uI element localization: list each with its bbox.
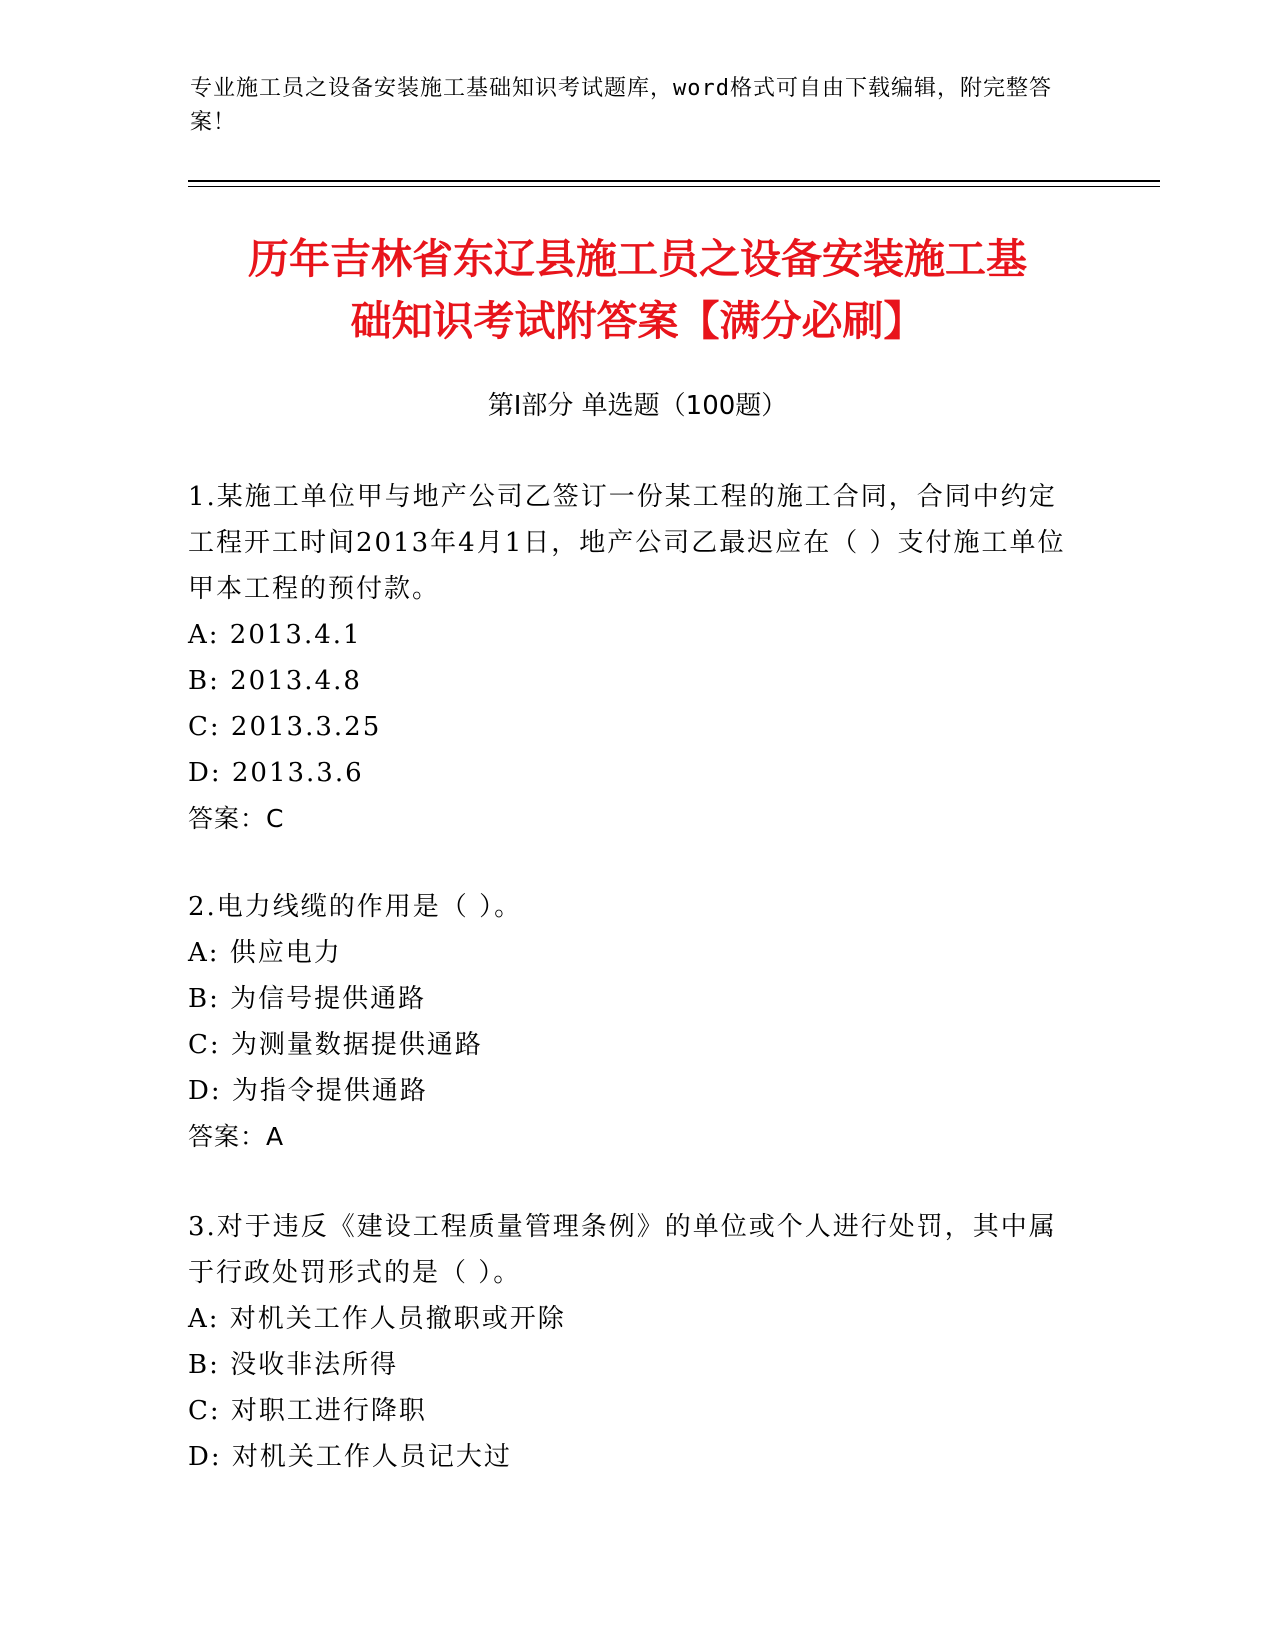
option-c: C: 2013.3.25 <box>188 712 382 742</box>
header-divider-thick <box>188 180 1160 182</box>
option-b: B: 为信号提供通路 <box>188 984 427 1014</box>
question-stem: 2.电力线缆的作用是（ ）。 <box>188 892 523 922</box>
option-d: D: 2013.3.6 <box>188 758 364 788</box>
option-c: C: 对职工进行降职 <box>188 1396 427 1426</box>
option-d: D: 为指令提供通路 <box>188 1076 428 1106</box>
document-title-line-1: 历年吉林省东辽县施工员之设备安装施工基 <box>248 235 1027 283</box>
answer: 答案：A <box>188 1122 285 1151</box>
option-a: A: 对机关工作人员撤职或开除 <box>188 1304 566 1334</box>
answer: 答案：C <box>188 804 285 833</box>
option-b: B: 2013.4.8 <box>188 666 362 696</box>
question-3 <box>188 1204 1068 1480</box>
option-a: A: 供应电力 <box>188 938 342 968</box>
option-b: B: 没收非法所得 <box>188 1350 399 1380</box>
option-c: C: 为测量数据提供通路 <box>188 1030 483 1060</box>
header-divider-thin <box>188 186 1160 187</box>
document-title-line-2: 础知识考试附答案【满分必刷】 <box>350 297 925 345</box>
document-title <box>150 228 1125 352</box>
option-a: A: 2013.4.1 <box>188 620 362 650</box>
option-d: D: 对机关工作人员记大过 <box>188 1442 512 1472</box>
header-note: 专业施工员之设备安装施工基础知识考试题库，word格式可自由下载编辑，附完整答案！ <box>190 76 1052 135</box>
section-title: 第Ⅰ部分 单选题（100题） <box>487 391 788 421</box>
question-2 <box>188 884 1068 1160</box>
question-stem: 3.对于违反《建设工程质量管理条例》的单位或个人进行处罚，其中属于行政处罚形式的是（ ）。 <box>188 1212 1057 1288</box>
question-stem: 1.某施工单位甲与地产公司乙签订一份某工程的施工合同，合同中约定工程开工时间2013年4月1日，地产公司乙最迟应在（ ）支付施工单位甲本工程的预付款。 <box>188 482 1066 604</box>
question-1 <box>188 474 1068 842</box>
